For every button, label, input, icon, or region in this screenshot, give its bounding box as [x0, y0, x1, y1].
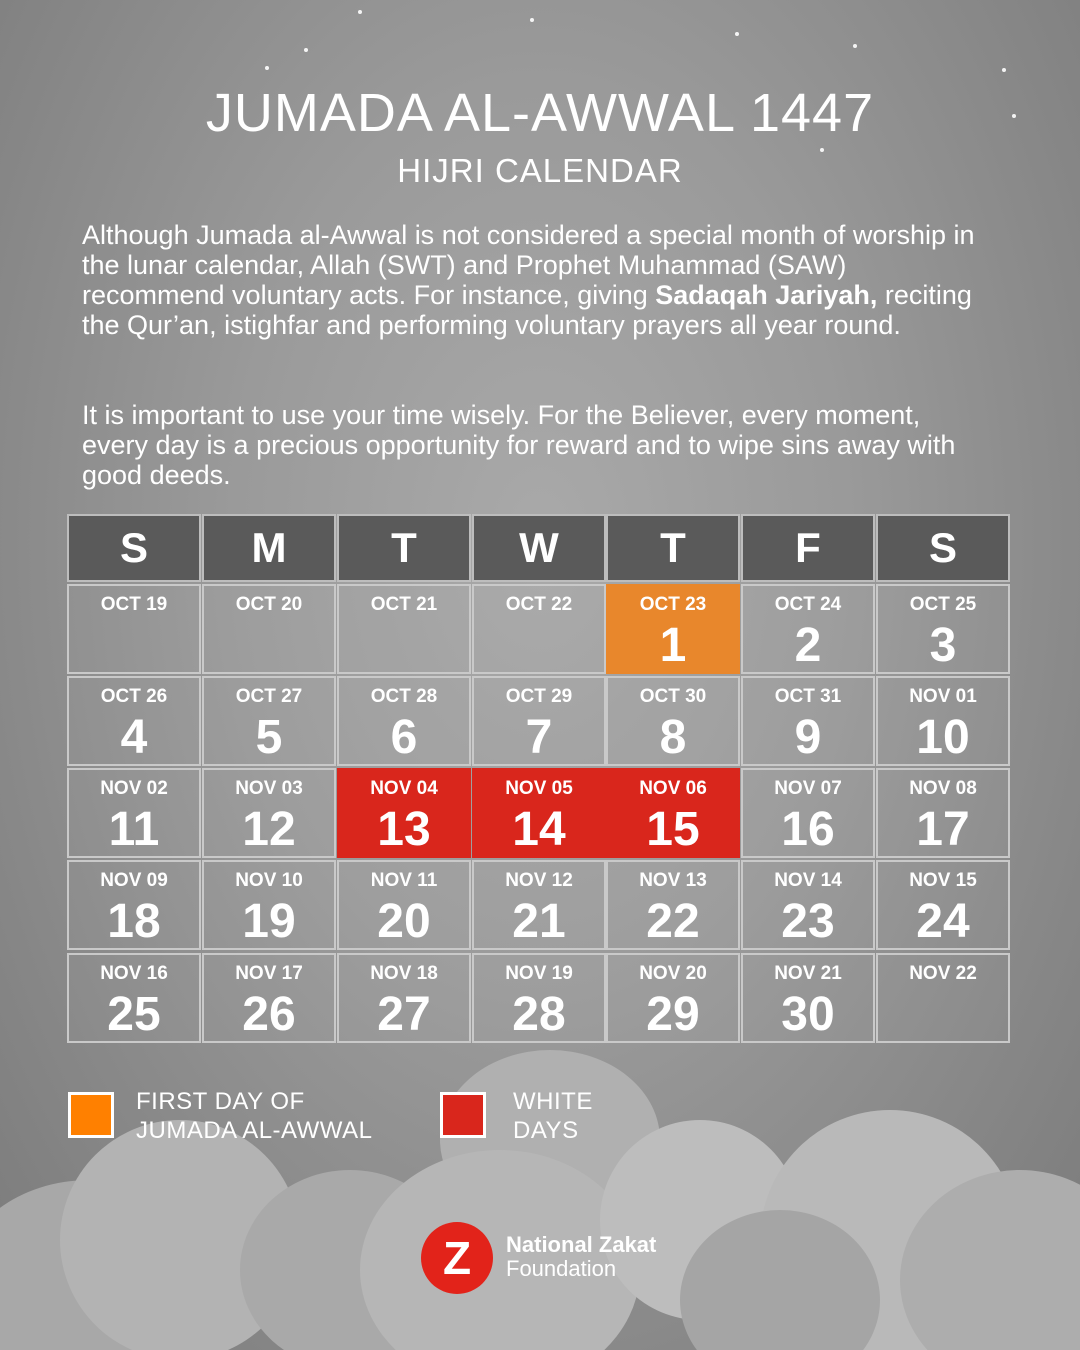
gregorian-date: NOV 06: [639, 778, 707, 799]
gregorian-date: NOV 17: [235, 963, 303, 984]
gregorian-date: NOV 04: [370, 778, 438, 799]
hijri-day-number: 12: [242, 803, 296, 856]
day-cell: [67, 953, 201, 1043]
day-cell: [741, 953, 875, 1043]
star: [265, 66, 269, 70]
day-cell: [741, 860, 875, 950]
hijri-day-number: 23: [781, 895, 835, 948]
legend-white-days-label: [513, 1087, 593, 1145]
day-cell: [741, 584, 875, 674]
day-cell: [337, 584, 471, 674]
gregorian-date: OCT 25: [909, 594, 977, 615]
hijri-day-number: 3: [929, 619, 957, 672]
day-cell: [337, 860, 471, 950]
intro-paragraph-1: [82, 220, 982, 340]
legend-first-day-line2: JUMADA AL-AWWAL: [136, 1117, 373, 1144]
hijri-day-number: 1: [659, 619, 687, 672]
gregorian-date: OCT 28: [370, 686, 438, 707]
gregorian-date: NOV 12: [505, 870, 573, 891]
star: [735, 32, 739, 36]
day-cell: [876, 768, 1010, 858]
hijri-day-number: 8: [659, 711, 687, 764]
day-cell: [472, 584, 606, 674]
day-cell: [606, 768, 740, 858]
day-cell: [606, 676, 740, 766]
weekday-header: M: [202, 514, 336, 582]
star: [358, 10, 362, 14]
gregorian-date: OCT 20: [235, 594, 303, 615]
gregorian-date: NOV 08: [909, 778, 977, 799]
page-title: JUMADA AL-AWWAL 1447: [205, 83, 875, 143]
gregorian-date: NOV 02: [100, 778, 168, 799]
gregorian-date: NOV 21: [774, 963, 842, 984]
day-cell: [202, 768, 336, 858]
day-cell: [472, 676, 606, 766]
legend-first-day-line1: FIRST DAY OF: [136, 1088, 305, 1115]
hijri-day-number: 15: [646, 803, 700, 856]
weekday-header: W: [472, 514, 606, 582]
day-cell: [741, 676, 875, 766]
day-cell: [337, 768, 471, 858]
day-cell: [202, 860, 336, 950]
hijri-day-number: 9: [794, 711, 822, 764]
gregorian-date: OCT 19: [100, 594, 168, 615]
hijri-day-number: 2: [794, 619, 822, 672]
logo-subtitle: Foundation: [506, 1256, 617, 1281]
star: [853, 44, 857, 48]
day-cell: [67, 768, 201, 858]
day-cell: [67, 676, 201, 766]
day-cell: [876, 676, 1010, 766]
gregorian-date: NOV 05: [505, 778, 573, 799]
gregorian-date: OCT 24: [774, 594, 842, 615]
legend-first-day-swatch: [68, 1092, 114, 1138]
legend-first-day-label: [136, 1087, 372, 1145]
gregorian-date: OCT 30: [639, 686, 707, 707]
weekday-header: S: [876, 514, 1010, 582]
gregorian-date: OCT 21: [370, 594, 438, 615]
gregorian-date: NOV 14: [774, 870, 842, 891]
gregorian-date: NOV 01: [909, 686, 977, 707]
day-cell: [606, 953, 740, 1043]
intro-text: Although Jumada al-Awwal is not considered a special month of worship in the lunar calendar, Allah (SWT) and Prophet Muhammad (SAW) recommend voluntary acts. For instance, giving: [82, 220, 975, 310]
star: [530, 18, 534, 22]
legend-white-days-line2: DAYS: [513, 1117, 579, 1144]
day-cell: [202, 953, 336, 1043]
hijri-day-number: 16: [781, 803, 835, 856]
weekday-header: S: [67, 514, 201, 582]
hijri-day-number: 6: [390, 711, 418, 764]
legend-white-days-line1: WHITE: [513, 1088, 593, 1115]
hijri-day-number: 26: [242, 988, 296, 1041]
gregorian-date: NOV 03: [235, 778, 303, 799]
day-cell: [67, 860, 201, 950]
gregorian-date: NOV 07: [774, 778, 842, 799]
day-cell: [337, 676, 471, 766]
logo-name: National Zakat: [506, 1232, 657, 1257]
gregorian-date: NOV 16: [100, 963, 168, 984]
hijri-day-number: 22: [646, 895, 700, 948]
hijri-day-number: 29: [646, 988, 700, 1041]
day-cell: [876, 953, 1010, 1043]
star: [304, 48, 308, 52]
day-cell: [202, 584, 336, 674]
day-cell: [472, 860, 606, 950]
intro-paragraph-2: It is important to use your time wisely. For the Believer, every moment, every day is a precious opportunity for reward and to wipe sins away with good deeds.: [82, 400, 956, 490]
weekday-header: T: [606, 514, 740, 582]
hijri-day-number: 7: [525, 711, 553, 764]
gregorian-date: OCT 23: [639, 594, 707, 615]
hijri-day-number: 28: [512, 988, 566, 1041]
gregorian-date: NOV 20: [639, 963, 707, 984]
day-cell: [202, 676, 336, 766]
gregorian-date: OCT 31: [774, 686, 842, 707]
gregorian-date: OCT 26: [100, 686, 168, 707]
day-cell: [876, 860, 1010, 950]
gregorian-date: NOV 15: [909, 870, 977, 891]
calendar-grid: [67, 514, 1010, 1044]
logo-mark: Z: [421, 1222, 493, 1294]
day-cell: [606, 584, 740, 674]
hijri-day-number: 13: [377, 803, 431, 856]
gregorian-date: NOV 11: [370, 870, 438, 891]
gregorian-date: OCT 22: [505, 594, 573, 615]
intro-text: reciting the Qur’an, istighfar and performing voluntary prayers all year round.: [82, 280, 972, 340]
day-cell: [741, 768, 875, 858]
hijri-day-number: 27: [377, 988, 431, 1041]
hijri-day-number: 14: [512, 803, 566, 856]
day-cell: [337, 953, 471, 1043]
day-cell: [606, 860, 740, 950]
hijri-day-number: 20: [377, 895, 431, 948]
day-cell: [472, 953, 606, 1043]
gregorian-date: NOV 10: [235, 870, 303, 891]
intro-bold-text: Sadaqah Jariyah,: [655, 280, 878, 310]
day-cell: [472, 768, 606, 858]
legend-white-days-swatch: [440, 1092, 486, 1138]
hijri-day-number: 21: [512, 895, 566, 948]
hijri-day-number: 17: [916, 803, 970, 856]
hijri-day-number: 24: [916, 895, 970, 948]
hijri-day-number: 18: [107, 895, 161, 948]
gregorian-date: OCT 29: [505, 686, 573, 707]
page-subtitle: HIJRI CALENDAR: [397, 152, 683, 189]
weekday-header: F: [741, 514, 875, 582]
hijri-day-number: 19: [242, 895, 296, 948]
hijri-day-number: 11: [108, 803, 160, 856]
gregorian-date: OCT 27: [235, 686, 303, 707]
gregorian-date: NOV 13: [639, 870, 707, 891]
gregorian-date: NOV 19: [505, 963, 573, 984]
star: [1002, 68, 1006, 72]
hijri-day-number: 5: [255, 711, 283, 764]
gregorian-date: NOV 22: [909, 963, 977, 984]
day-cell: [876, 584, 1010, 674]
hijri-day-number: 30: [781, 988, 835, 1041]
hijri-day-number: 4: [120, 711, 148, 764]
gregorian-date: NOV 09: [100, 870, 168, 891]
hijri-day-number: 10: [916, 711, 970, 764]
hijri-day-number: 25: [107, 988, 161, 1041]
weekday-header: T: [337, 514, 471, 582]
gregorian-date: NOV 18: [370, 963, 438, 984]
day-cell: [67, 584, 201, 674]
